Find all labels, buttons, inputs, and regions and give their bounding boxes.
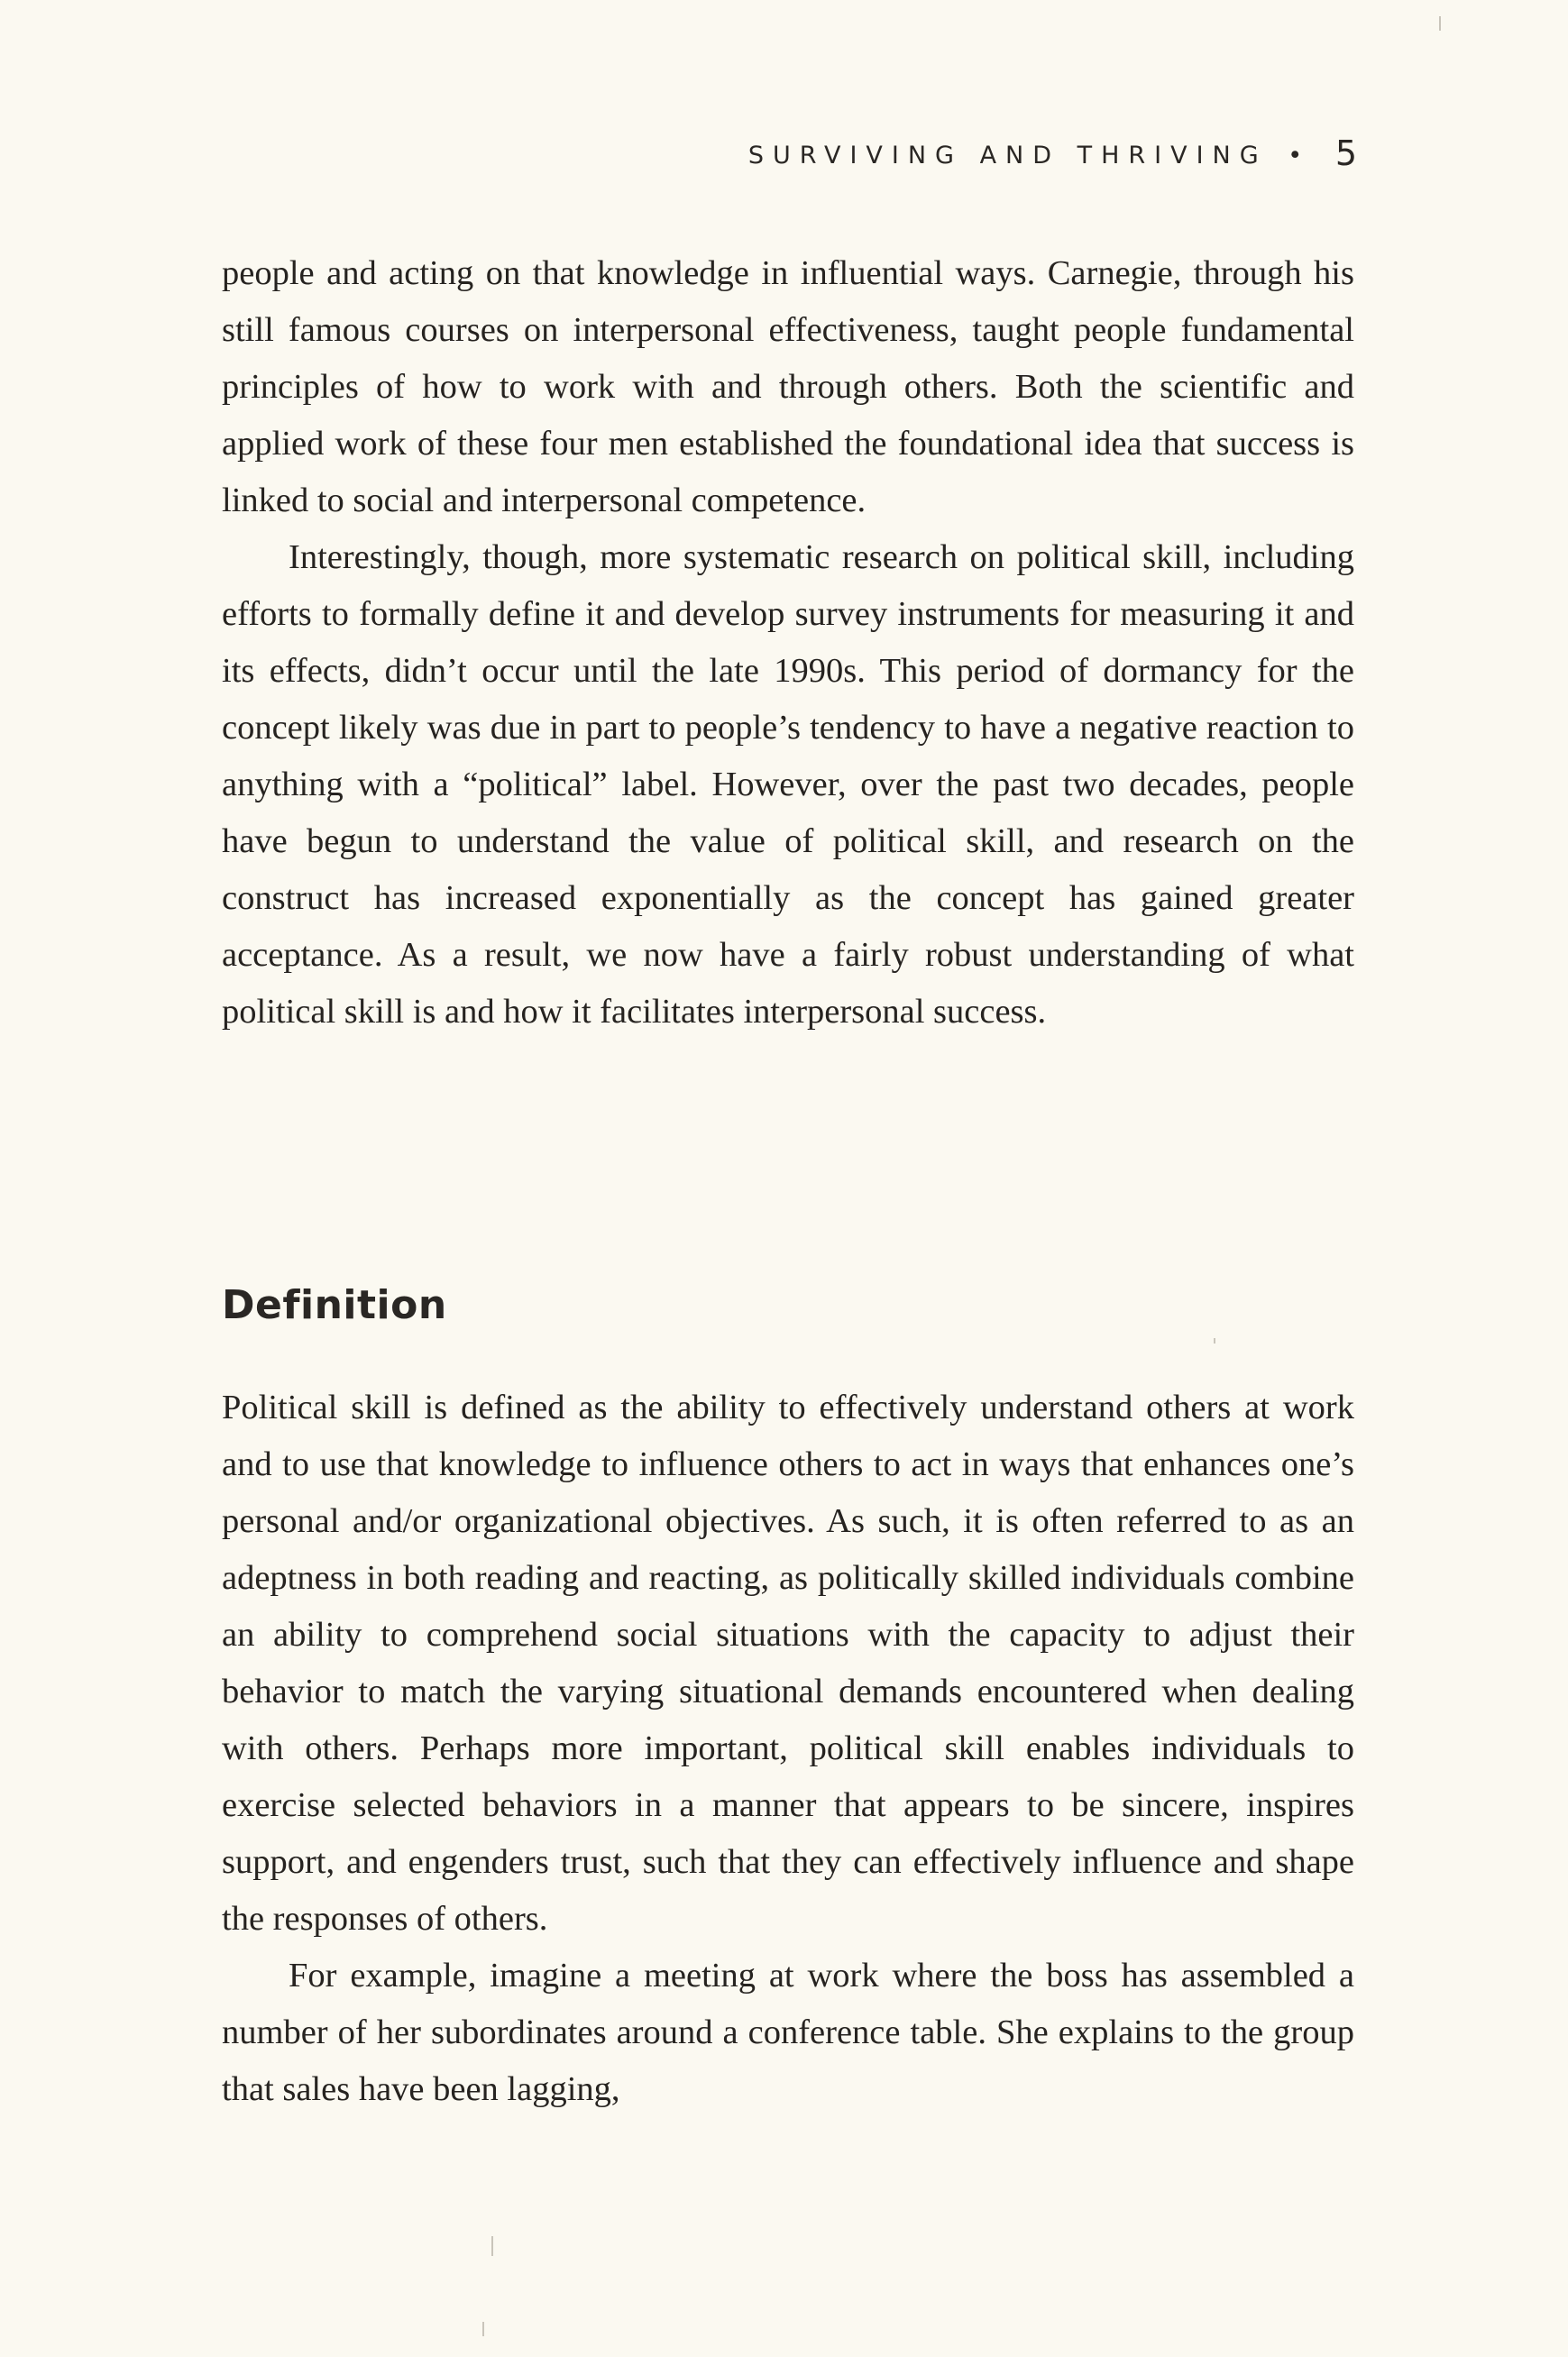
scan-speck xyxy=(1214,1338,1215,1344)
scan-speck xyxy=(482,2322,484,2336)
body-text-bottom xyxy=(222,1380,1354,2118)
scan-speck xyxy=(1439,16,1441,31)
running-head xyxy=(631,133,1357,173)
page-number: 5 xyxy=(1334,133,1357,173)
running-head-separator: • xyxy=(1288,142,1303,170)
scan-speck xyxy=(491,2236,493,2256)
body-text-top xyxy=(222,245,1354,1041)
paragraph-definition: Political skill is defined as the ability to effectively understand others at work and to use that knowledge to influence others to act in ways that enhances one’s personal and/or organizational objectives. As such, it is often referred to as an adeptness in both reading and reacting, as politically skilled individuals combine an ability to comprehend social situations with the capacity to adjust their behavior to match the varying situational demands encountered when dealing with others. Perhaps more important, political skill enables individuals to exercise selected behaviors in a manner that appears to be sincere, inspires support, and engenders trust, such that they can effectively influence and shape the responses of others. xyxy=(222,1389,1354,1938)
running-head-title: SURVIVING AND THRIVING xyxy=(747,142,1268,170)
paragraph-interestingly: Interestingly, though, more systematic research on political skill, including efforts to formally define it and develop survey instruments for measuring it and its effects, didn’t occur until the late 1990s. This period of dormancy for the concept likely was due in part to people’s tendency to have a negative reaction to anything with a “political” label. However, over the past two decades, people have begun to understand the value of political skill, and research on the construct has increased exponentially as the concept has gained greater acceptance. As a result, we now have a fairly robust understanding of what political skill is and how it facilitates interpersonal success. xyxy=(222,538,1354,1031)
section-heading-definition: Definition xyxy=(222,1282,447,1328)
paragraph-example: For example, imagine a meeting at work where the boss has assembled a number of her subordinates around a conference table. She explains to the group that sales have been lagging, xyxy=(222,1957,1354,2108)
paragraph-continued: people and acting on that knowledge in influential ways. Carnegie, through his still famous courses on interpersonal effectiveness, taught people fundamental principles of how to work with and through others. Both the scientific and applied work of these four men established the foundational idea that success is linked to social and interpersonal competence. xyxy=(222,254,1354,519)
